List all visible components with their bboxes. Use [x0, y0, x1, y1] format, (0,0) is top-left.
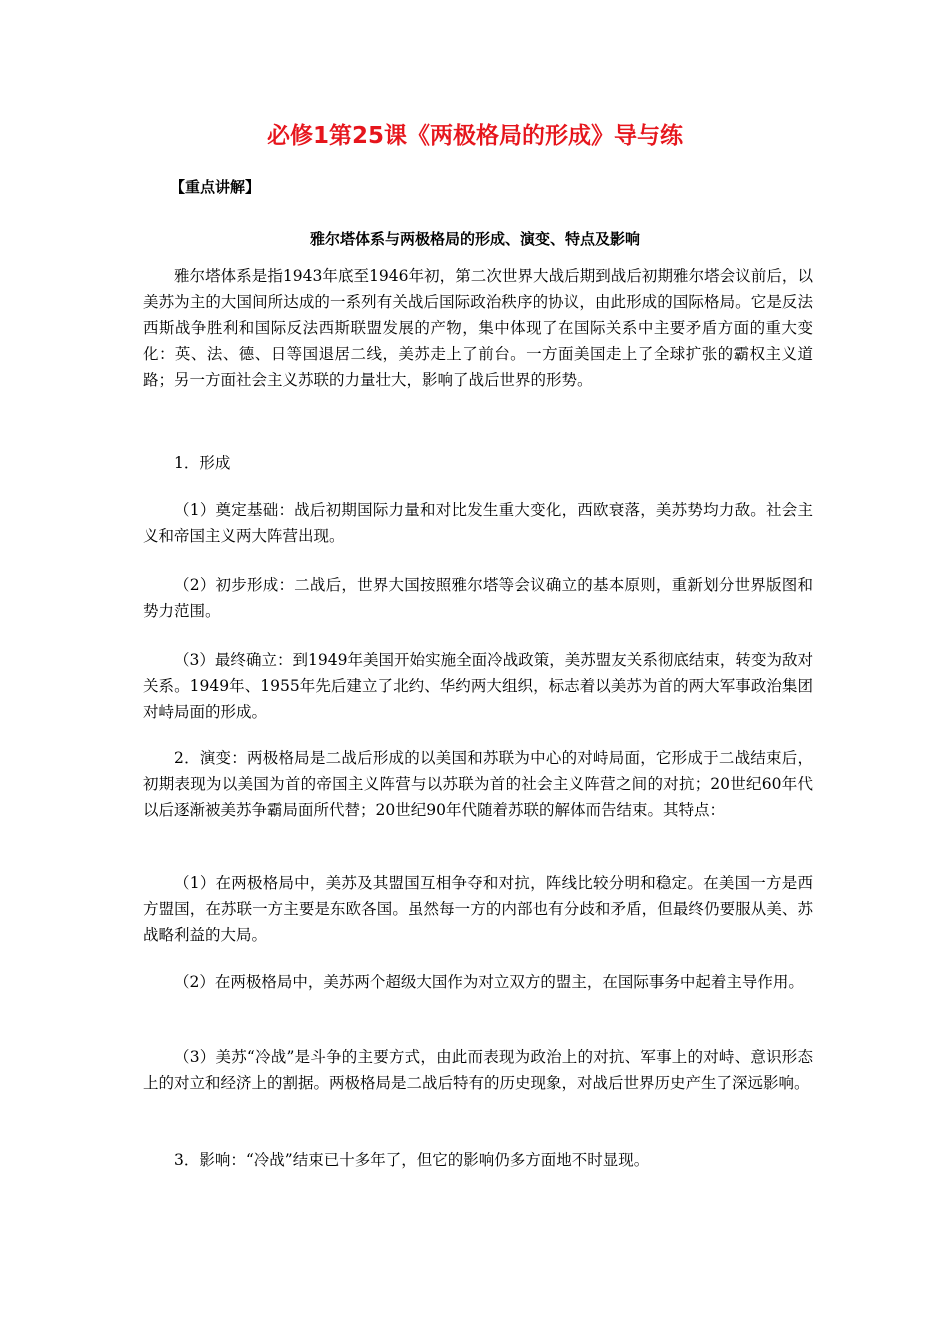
paragraph-intro: 雅尔塔体系是指1943年底至1946年初，第二次世界大战后期到战后初期雅尔塔会议前后，以美苏为主的大国间所达成的一系列有关战后国际政治秩序的协议，由此形成的国际格局。它是反法西斯战争胜利和国际反法西斯联盟发展的产物，集中体现了在国际关系中主要矛盾方面的重大变化：英、法、德、日等国退居二线，美苏走上了前台。一方面美国走上了全球扩张的霸权主义道路；另一方面社会主义苏联的力量壮大，影响了战后世界的形势。 [143, 267, 813, 389]
paragraph-impact: 3．影响：“冷战”结束已十多年了，但它的影响仍多方面地不时显现。 [174, 1151, 650, 1169]
document-title: 必修1第25课《两极格局的形成》导与练 [266, 123, 683, 149]
section-label: 【重点讲解】 [170, 178, 261, 196]
paragraph-feature-2: （2）在两极格局中，美苏两个超级大国作为对立双方的盟主，在国际事务中起着主导作用。 [174, 973, 804, 991]
paragraph-formation-2: （2）初步形成：二战后，世界大国按照雅尔塔等会议确立的基本原则，重新划分世界版图和势力范围。 [143, 576, 813, 620]
paragraph-formation-1: （1）奠定基础：战后初期国际力量和对比发生重大变化，西欧衰落，美苏势均力敌。社会主义和帝国主义两大阵营出现。 [143, 501, 813, 545]
paragraph-heading-formation: 1．形成 [174, 454, 231, 472]
paragraph-evolution: 2．演变：两极格局是二战后形成的以美国和苏联为中心的对峙局面，它形成于二战结束后，初期表现为以美国为首的帝国主义阵营与以苏联为首的社会主义阵营之间的对抗；20世纪60年代以后逐渐被美苏争霸局面所代替；20世纪90年代随着苏联的解体而告结束。其特点： [143, 749, 813, 819]
paragraph-feature-3: （3）美苏“冷战”是斗争的主要方式，由此而表现为政治上的对抗、军事上的对峙、意识形态上的对立和经济上的割据。两极格局是二战后特有的历史现象，对战后世界历史产生了深远影响。 [143, 1048, 813, 1092]
section-subtitle: 雅尔塔体系与两极格局的形成、演变、特点及影响 [309, 230, 640, 248]
paragraph-feature-1: （1）在两极格局中，美苏及其盟国互相争夺和对抗，阵线比较分明和稳定。在美国一方是西方盟国，在苏联一方主要是东欧各国。虽然每一方的内部也有分歧和矛盾，但最终仍要服从美、苏战略利益的大局。 [143, 874, 813, 944]
paragraph-formation-3: （3）最终确立：到1949年美国开始实施全面冷战政策，美苏盟友关系彻底结束，转变为敌对关系。1949年、1955年先后建立了北约、华约两大组织，标志着以美苏为首的两大军事政治集团对峙局面的形成。 [143, 651, 813, 721]
